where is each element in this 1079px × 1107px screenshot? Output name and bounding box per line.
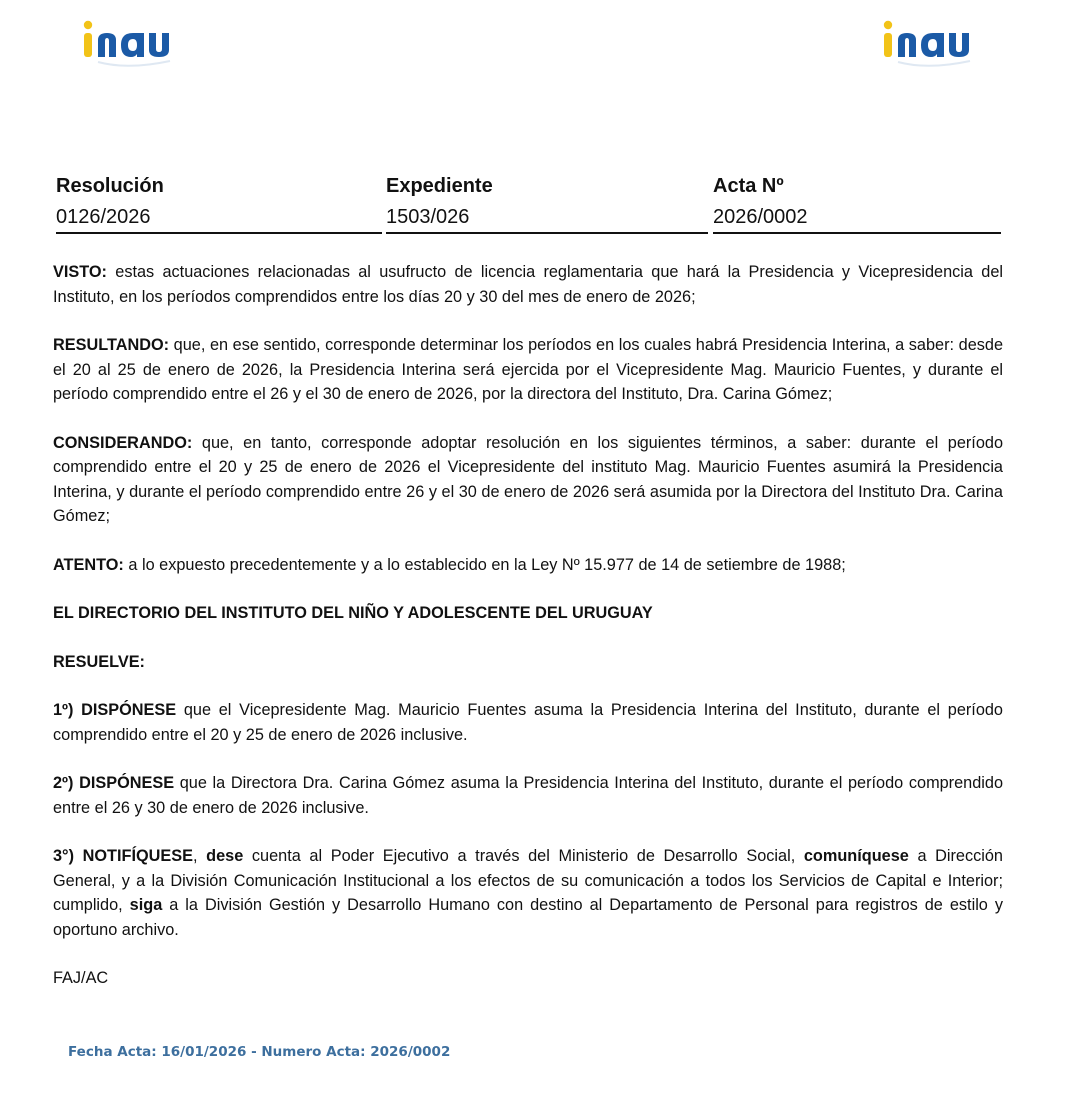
inau-logo-right (878, 18, 978, 68)
atento-text: a lo expuesto precedentemente y a lo establecido en la Ley Nº 15.977 de 14 de setiembre de 1988; (123, 555, 846, 574)
expediente-field (386, 174, 708, 234)
resolution-header (56, 174, 1001, 236)
resultando-lead: RESULTANDO: (53, 336, 170, 354)
inau-logo-left (78, 18, 178, 68)
resolucion-label: Resolución (56, 175, 164, 197)
inau-logo-icon (878, 18, 978, 68)
inau-logo-icon (78, 18, 178, 68)
considerando-lead: CONSIDERANDO: (53, 433, 193, 452)
item1-text: que el Vicepresidente Mag. Mauricio Fuentes asuma la Presidencia Interina del Instituto, durante el período comprendido entre el 20 y 25 de enero de 2026 inclusive. (53, 701, 1003, 744)
expediente-label: Expediente (386, 175, 493, 197)
directorio-heading: EL DIRECTORIO DEL INSTITUTO DEL NIÑO Y ADOLESCENTE DEL URUGUAY (53, 604, 653, 622)
resolution-body (53, 260, 1003, 991)
considerando-paragraph (53, 431, 1003, 529)
item1-lead: 1º) DISPÓNESE (53, 701, 177, 719)
expediente-value: 1503/026 (386, 205, 708, 234)
acta-field (713, 174, 1001, 234)
item3-lead: 3°) NOTIFÍQUESE (53, 847, 193, 865)
resolution-item-2 (53, 771, 1003, 820)
resolution-item-1 (53, 698, 1003, 747)
resolucion-value: 0126/2026 (56, 205, 382, 234)
resuelve-heading: RESUELVE: (53, 652, 145, 671)
resolution-item-3: 3°) NOTIFÍQUESE, dese cuenta al Poder Ejecutivo a través del Ministerio de Desarrollo Social, comuníquese a Dirección General, y a la División Comunicación Institucional a los efectos de su comunicación a todos los Servicios de Capital e Interior; cumplido, siga a la División Gestión y Desarrollo Humano con destino al Departamento de Personal para registros de estilo y oportuno archivo. (53, 847, 1003, 939)
item2-text: que la Directora Dra. Carina Gómez asuma la Presidencia Interina del Instituto, durante el período comprendido entre el 26 y 30 de enero de 2026 inclusive. (53, 774, 1003, 817)
acta-value: 2026/0002 (713, 205, 1001, 234)
visto-text: estas actuaciones relacionadas al usufructo de licencia reglamentaria que hará la Presidencia y Vicepresidencia del Instituto, en los períodos comprendidos entre los días 20 y 30 del mes de enero de 2026; (53, 263, 1003, 306)
visto-lead: VISTO: (53, 263, 107, 281)
resolucion-field (56, 174, 382, 234)
acta-label: Acta Nº (713, 175, 784, 197)
visto-paragraph (53, 260, 1003, 309)
resultando-text: que, en ese sentido, corresponde determinar los períodos en los cuales habrá Presidencia Interina, a saber: desde el 20 al 25 de enero de 2026, la Presidencia Interina será ejercida por el Vicepresidente Mag. Mauricio Fuentes, y durante el período comprendido entre el 26 y el 30 de enero de 2026, por la directora del Instituto, Dra. Carina Gómez; (53, 336, 1003, 403)
initials: FAJ/AC (53, 969, 109, 987)
considerando-text: que, en tanto, corresponde adoptar resolución en los siguientes términos, a saber: durante el período comprendido entre el 20 y 25 de enero de 2026 el Vicepresidente del instituto Mag. Mauricio Fuentes asumirá la Presidencia Interina, y durante el período comprendido entre 26 y el 30 de enero de 2026 será asumida por la Directora del Instituto Dra. Carina Gómez; (53, 433, 1003, 525)
resultando-paragraph (53, 333, 1003, 407)
atento-paragraph (53, 553, 1003, 578)
item2-lead: 2º) DISPÓNESE (53, 774, 175, 792)
atento-lead: ATENTO: (53, 555, 124, 574)
acta-footer: Fecha Acta: 16/01/2026 - Numero Acta: 2026/0002 (68, 1044, 451, 1060)
